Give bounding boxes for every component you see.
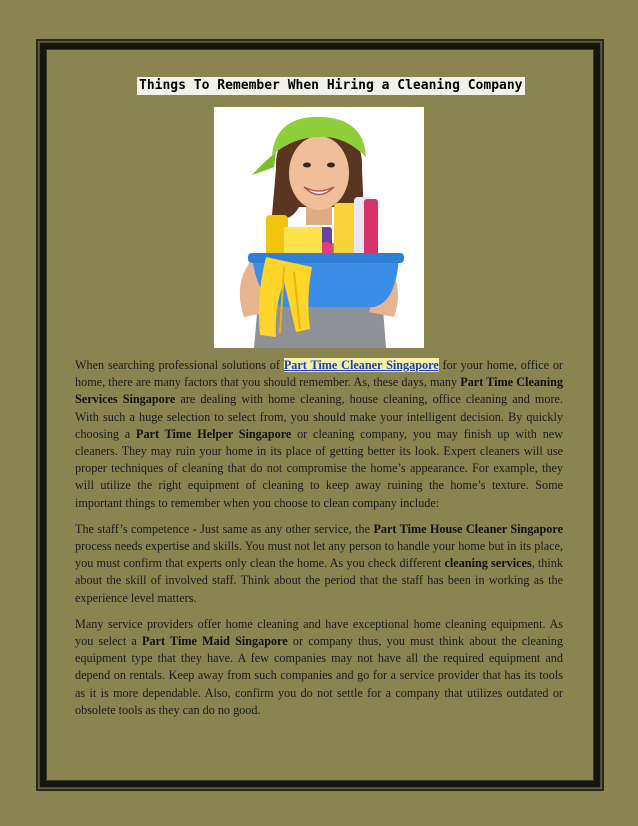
paragraph-text: Many service providers offer home cleaning and have exceptional home cleaning equipment. As you select a [75,616,563,649]
keyword-bold: Part Time Cleaning Services Singapore [75,375,563,407]
paragraph [75,521,563,607]
document-title: Things To Remember When Hiring a Cleaning Company [139,78,523,93]
keyword-bold: cleaning services [444,556,532,571]
keyword-bold: Part Time Maid Singapore [142,634,288,649]
keyword-bold: Part Time Helper Singapore [136,426,292,441]
paragraph-text: or cleaning company, you may finish up with new cleaners. They may ruin your home in its place of getting better its look. Expert cleaners will use proper techniques of cleaning that do not compromise the home’s appearance. For example, they will utilize the right equipment of cleaning to keep away ruining the home’s texture. Some important things to remember when you choose to clean company include: [75,426,563,510]
paragraph-text: or company thus, you must think about the cleaning equipment type that they have. A few companies may not have all the required equipment and depend on rentals. Keep away from such companies and go for a service provider that has its tools as it is more dependable. Also, confirm you do not settle for a company that utilizes outdated or obsolete tools as they can do no good. [75,634,563,717]
paragraph-text: , think about the skill of involved staff. Think about the period that the staff has been in working as the experience level matters. [75,556,563,605]
paragraph-text: The staff’s competence - Just same as any other service, the [75,521,374,536]
cleaning-woman-illustration [214,107,424,348]
paragraph-text: are dealing with home cleaning, house cleaning, office cleaning and more. With such a huge selection to select from, you should make your intelligent decision. By quickly choosing a [75,392,563,441]
hero-photo [214,107,424,348]
paragraph-text: When searching professional solutions of [75,358,284,372]
keyword-link[interactable]: Part Time Cleaner Singapore [283,358,439,372]
article-body [75,357,563,728]
paragraph-text: process needs expertise and skills. You must not let any person to handle your home but in its place, you must confirm that experts only clean the home. As you check different [75,539,563,571]
keyword-bold: Part Time House Cleaner Singapore [373,521,563,536]
paragraph-text: for your home, office or home, there are many factors that you should remember. As, these days, many [75,358,563,390]
paragraph [75,616,563,719]
paragraph [75,357,563,512]
